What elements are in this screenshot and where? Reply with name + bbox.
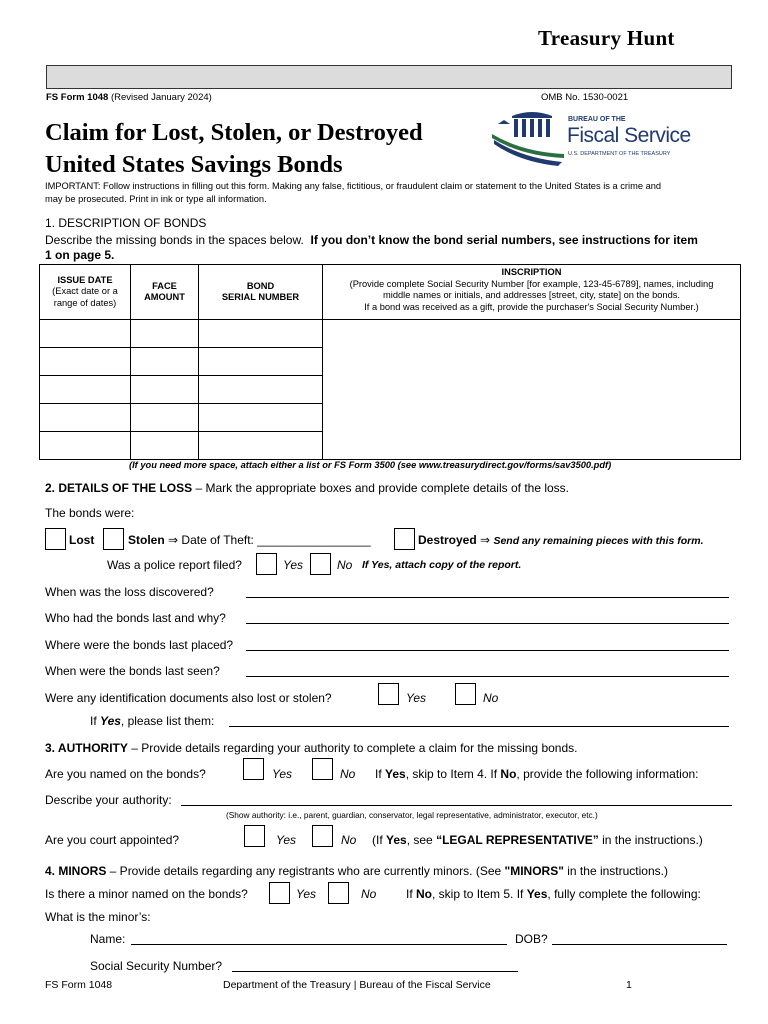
- court-no-checkbox[interactable]: [312, 825, 333, 847]
- section1-desc-bold2: 1 on page 5.: [45, 248, 115, 262]
- named-note: [375, 767, 699, 781]
- q-minor-label: Is there a minor named on the bonds?: [45, 887, 248, 901]
- date-of-theft-field[interactable]: ⇒ Date of Theft: _________________: [168, 533, 371, 547]
- destroyed-checkbox[interactable]: [394, 528, 415, 550]
- col-inscription-sub3: If a bond was received as a gift, provide the purchaser's Social Security Number.): [364, 301, 699, 312]
- lost-checkbox[interactable]: [45, 528, 66, 550]
- court-note: [372, 833, 703, 847]
- col-face-1: FACE: [152, 280, 177, 291]
- destroyed-note: Send any remaining pieces with this form.: [493, 535, 704, 547]
- minor-note: [406, 887, 701, 901]
- col-serial-2: SERIAL NUMBER: [221, 292, 300, 302]
- serial-number-cell[interactable]: [199, 348, 323, 376]
- col-issue-sub1: (Exact date or a: [52, 286, 118, 297]
- bonds-table-header: [40, 265, 741, 320]
- if-yes-post: , please list them:: [120, 714, 215, 728]
- col-inscription-sub1: (Provide complete Social Security Number [for example, 123-45-6789], names, including: [349, 278, 714, 289]
- if-yes-pre: If: [90, 714, 101, 728]
- face-amount-cell[interactable]: [131, 348, 199, 376]
- minor-yes-checkbox[interactable]: [269, 882, 290, 904]
- bonds-table: [39, 264, 741, 460]
- col-face-2: AMOUNT: [144, 292, 185, 302]
- section1-desc: Describe the missing bonds in the spaces below.: [45, 233, 304, 247]
- section1-num: 1: [45, 216, 52, 230]
- serial-number-cell[interactable]: [199, 432, 323, 460]
- header-gray-bar: [46, 65, 732, 89]
- col-inscription-sub2: middle names or initials, and addresses [street, city, state] on the bonds.: [383, 290, 680, 300]
- section2-heading: [45, 481, 569, 495]
- table-row: [40, 320, 741, 348]
- q-discovered-label: When was the loss discovered?: [45, 585, 214, 599]
- bonds-were-label: The bonds were:: [45, 506, 135, 520]
- minor-note-yes: Yes: [526, 887, 548, 901]
- section4-subtitle: – Provide details regarding any registrants who are currently minors. (See: [106, 864, 505, 878]
- serial-number-cell[interactable]: [199, 404, 323, 432]
- minor-no-label: No: [361, 887, 377, 901]
- authority-field[interactable]: [181, 805, 732, 806]
- important-line1: IMPORTANT: Follow instructions in filling out this form. Making any false, fictitious, or fraudulent claim or statement to the United States is a crime and: [45, 181, 662, 191]
- revised-date: (Revised January 2024): [110, 92, 212, 103]
- court-no-label: No: [341, 833, 357, 847]
- section3-title: 3. AUTHORITY: [45, 741, 128, 755]
- if-yes-bold: Yes: [100, 714, 121, 728]
- named-note-1: If: [375, 767, 386, 781]
- q-seen-label: When were the bonds last seen?: [45, 664, 220, 678]
- col-serial-1: BOND: [246, 280, 275, 291]
- section2-title: 2. DETAILS OF THE LOSS: [45, 481, 193, 495]
- if-yes-list-label: [90, 714, 214, 728]
- section4-end: in the instructions.): [563, 864, 668, 878]
- named-no-checkbox[interactable]: [312, 758, 333, 780]
- seen-field[interactable]: [246, 676, 729, 677]
- court-yes-label: Yes: [276, 833, 297, 847]
- minor-ssn-label: Social Security Number?: [90, 959, 223, 973]
- inscription-cell[interactable]: [323, 320, 741, 460]
- col-inscription-label: INSCRIPTION: [501, 267, 562, 277]
- section4-title: 4. MINORS: [45, 864, 107, 878]
- police-question: Was a police report filed?: [107, 558, 242, 572]
- q-where-label: Where were the bonds last placed?: [45, 638, 234, 652]
- named-note-3: , provide the following information:: [516, 767, 699, 781]
- named-yes-label: Yes: [272, 767, 293, 781]
- minor-ssn-field[interactable]: [232, 971, 518, 972]
- page-title: [45, 117, 423, 181]
- ids-no-label: No: [483, 691, 499, 705]
- page-number: 1: [626, 979, 632, 991]
- minor-dob-label: DOB?: [515, 932, 548, 946]
- more-space-note: (If you need more space, attach either a list or FS Form 3500 (see www.treasurydirect.gov/forms/sav3500.pdf): [129, 460, 612, 470]
- ids-yes-checkbox[interactable]: [378, 683, 399, 705]
- treasury-building-icon: [492, 108, 572, 166]
- police-no-checkbox[interactable]: [310, 553, 331, 575]
- named-note-2: , skip to Item 4. If: [405, 767, 501, 781]
- minor-note-2: , skip to Item 5. If: [432, 887, 527, 901]
- court-yes-checkbox[interactable]: [244, 825, 265, 847]
- police-yes-checkbox[interactable]: [256, 553, 277, 575]
- court-note-3: in the instructions.): [598, 833, 703, 847]
- where-field[interactable]: [246, 650, 729, 651]
- show-authority-note: (Show authority: i.e., parent, guardian, conservator, legal representative, administrator, executor, etc.): [226, 810, 598, 820]
- ids-yes-label: Yes: [406, 691, 427, 705]
- police-note: If Yes, attach copy of the report.: [362, 559, 522, 571]
- minor-note-3: , fully complete the following:: [547, 887, 701, 901]
- section1-heading: [45, 216, 206, 230]
- section3-heading: [45, 741, 577, 755]
- stolen-label: Stolen: [128, 533, 165, 547]
- logo-line2: Fiscal Service: [567, 124, 691, 147]
- title-line1: Claim for Lost, Stolen, or Destroyed: [45, 119, 423, 146]
- issue-date-cell[interactable]: [40, 348, 131, 376]
- ids-list-field[interactable]: [229, 726, 729, 727]
- important-notice: [45, 180, 745, 206]
- section1-title: . DESCRIPTION OF BONDS: [51, 216, 207, 230]
- police-yes-label: Yes: [283, 558, 304, 572]
- minor-note-no: No: [416, 887, 433, 901]
- section4-heading: [45, 864, 668, 878]
- footer-dept: Department of the Treasury | Bureau of the Fiscal Service: [223, 979, 491, 991]
- serial-number-cell[interactable]: [199, 376, 323, 404]
- issue-date-cell[interactable]: [40, 376, 131, 404]
- destroyed-label: Destroyed: [418, 533, 477, 547]
- stolen-checkbox[interactable]: [103, 528, 124, 550]
- arrow-icon: ⇒: [480, 533, 491, 547]
- face-amount-cell[interactable]: [131, 432, 199, 460]
- face-amount-cell[interactable]: [131, 376, 199, 404]
- section1-desc-bold: If you don’t know the bond serial numbers, see instructions for item: [310, 233, 698, 247]
- named-no-label: No: [340, 767, 356, 781]
- face-amount-cell[interactable]: [131, 320, 199, 348]
- section1-description: [45, 233, 745, 263]
- issue-date-cell[interactable]: [40, 432, 131, 460]
- court-note-yes: Yes: [386, 833, 407, 847]
- minor-name-field[interactable]: [131, 944, 507, 945]
- section3-subtitle: – Provide details regarding your authority to complete a claim for the missing bonds.: [127, 741, 578, 755]
- omb-number: OMB No. 1530-0021: [541, 92, 629, 103]
- form-id: FS Form 1048: [46, 92, 109, 103]
- named-note-yes: Yes: [385, 767, 406, 781]
- form-id-line: [46, 92, 212, 103]
- police-no-label: No: [337, 558, 353, 572]
- describe-authority-label: Describe your authority:: [45, 793, 172, 807]
- logo-line3: U.S. DEPARTMENT OF THE TREASURY: [568, 151, 671, 157]
- col-serial-number: [199, 265, 323, 320]
- who-field[interactable]: [246, 623, 729, 624]
- lost-label: Lost: [69, 533, 95, 547]
- court-note-1: (If: [372, 833, 386, 847]
- title-line2: United States Savings Bonds: [45, 151, 343, 178]
- col-issue-label: ISSUE DATE: [57, 274, 113, 285]
- discovered-field[interactable]: [246, 597, 729, 598]
- court-note-2: , see: [406, 833, 437, 847]
- section4-bold: "MINORS": [504, 864, 564, 878]
- brand-title: Treasury Hunt: [538, 26, 675, 50]
- section2-subtitle: – Mark the appropriate boxes and provide complete details of the loss.: [192, 481, 570, 495]
- col-issue-date: [40, 265, 131, 320]
- serial-number-cell[interactable]: [199, 320, 323, 348]
- destroyed-line: [418, 533, 703, 547]
- logo-line1: BUREAU OF THE: [568, 116, 626, 123]
- q-court-label: Are you court appointed?: [45, 833, 180, 847]
- face-amount-cell[interactable]: [131, 404, 199, 432]
- ids-no-checkbox[interactable]: [455, 683, 476, 705]
- named-yes-checkbox[interactable]: [243, 758, 264, 780]
- minor-note-1: If: [406, 887, 417, 901]
- minor-yes-label: Yes: [296, 887, 317, 901]
- minor-dob-field[interactable]: [552, 944, 727, 945]
- issue-date-cell[interactable]: [40, 404, 131, 432]
- footer-form: FS Form 1048: [45, 979, 113, 991]
- minor-no-checkbox[interactable]: [328, 882, 349, 904]
- col-issue-sub2: range of dates): [53, 297, 117, 308]
- q-named-label: Are you named on the bonds?: [45, 767, 206, 781]
- stolen-line: [128, 533, 371, 547]
- important-line2: may be prosecuted. Print in ink or type all information.: [45, 194, 267, 204]
- minor-name-label: Name:: [90, 932, 126, 946]
- named-note-no: No: [500, 767, 517, 781]
- court-note-bold: “LEGAL REPRESENTATIVE”: [436, 833, 599, 847]
- col-face-amount: [131, 265, 199, 320]
- fiscal-service-logo: [492, 108, 702, 166]
- col-inscription: [323, 265, 741, 320]
- q-ids-label: Were any identification documents also lost or stolen?: [45, 691, 332, 705]
- q-who-label: Who had the bonds last and why?: [45, 611, 226, 625]
- what-minor-label: What is the minor’s:: [45, 910, 151, 924]
- issue-date-cell[interactable]: [40, 320, 131, 348]
